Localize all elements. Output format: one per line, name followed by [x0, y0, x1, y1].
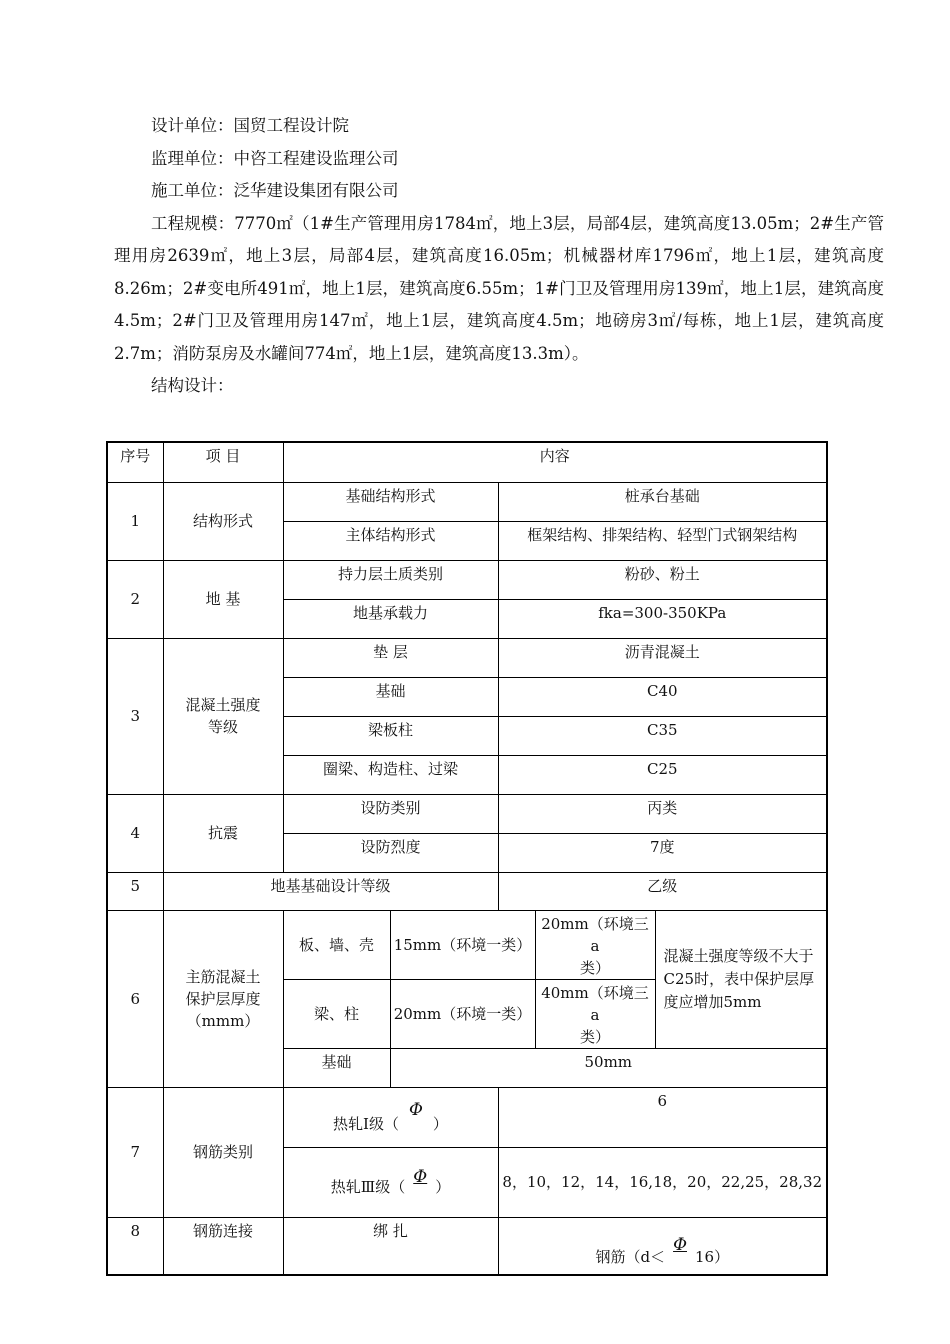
row3-b-label: 基础: [283, 677, 498, 716]
phi-underline-icon: Φ: [673, 1234, 687, 1255]
row4-a-label: 设防类别: [283, 794, 498, 833]
row6-item-line3: （mmm）: [186, 1011, 260, 1030]
structure-design-table: [106, 441, 828, 1276]
row8-value: [498, 1217, 827, 1275]
row8-item: 钢筋连接: [163, 1217, 283, 1275]
row7-b-label-post: ）: [435, 1178, 451, 1196]
row5-no: 5: [107, 872, 163, 910]
table-row: [107, 560, 827, 599]
row4-a-value: 丙类: [498, 794, 827, 833]
row2-a-label: 持力层土质类别: [283, 560, 498, 599]
project-scale: 工程规模：7770㎡（1#生产管理用房1784㎡，地上3层，局部4层，建筑高度13.05m；2#生产管理用房2639㎡，地上3层，局部4层，建筑高度16.05m；机械器材库1796㎡，地上1层，建筑高度8.26m；2#变电所491㎡，地上1层，建筑高度6.55m；1#门卫及管理用房139㎡，地上1层，建筑高度4.5m；2#门卫及管理用房147㎡，地上1层，建筑高度4.5m；地磅房3㎡/每栋，地上1层，建筑高度2.7m；消防泵房及水罐间774㎡，地上1层，建筑高度13.3m）。: [114, 213, 884, 363]
row2-no: 2: [107, 560, 163, 638]
row5-item: 地基基础设计等级: [163, 872, 498, 910]
row7-item: 钢筋类别: [163, 1087, 283, 1217]
header-item: 项 目: [163, 442, 283, 482]
row1-item: 结构形式: [163, 482, 283, 560]
row4-b-label: 设防烈度: [283, 833, 498, 872]
row6-c-label: 基础: [283, 1048, 390, 1087]
row4-no: 4: [107, 794, 163, 872]
row8-value-pre: 钢筋（d＜: [595, 1247, 666, 1266]
row3-item: [163, 638, 283, 794]
row6-a-env3-line2: 类）: [579, 958, 610, 977]
row6-b-env3-line2: 类）: [579, 1027, 610, 1046]
row7-a-label: [283, 1087, 498, 1147]
table-row: [107, 794, 827, 833]
intro-section: [114, 110, 884, 403]
row8-label: 绑 扎: [283, 1217, 498, 1275]
table-row: [107, 1217, 827, 1275]
row5-value: 乙级: [498, 872, 827, 910]
row3-a-value: 沥青混凝土: [498, 638, 827, 677]
row1-a-label: 基础结构形式: [283, 482, 498, 521]
phi-underline-icon: Φ: [413, 1167, 428, 1187]
phi-icon: Φ: [408, 1100, 423, 1120]
row6-b-env3: [535, 979, 655, 1048]
row3-b-value: C40: [498, 677, 827, 716]
table-row: [107, 638, 827, 677]
row1-a-value: 桩承台基础: [498, 482, 827, 521]
table-row: [107, 1087, 827, 1147]
row6-no: 6: [107, 910, 163, 1087]
table-header-row: [107, 442, 827, 482]
row6-c-value: 50mm: [390, 1048, 827, 1087]
row2-item: 地 基: [163, 560, 283, 638]
row2-b-label: 地基承载力: [283, 599, 498, 638]
row6-a-env1: 15mm（环境一类）: [390, 910, 535, 979]
row7-b-label: [283, 1147, 498, 1217]
row3-c-label: 梁板柱: [283, 716, 498, 755]
row4-b-value: 7度: [498, 833, 827, 872]
row6-item-line2: 保护层厚度: [185, 989, 261, 1008]
structure-heading: 结构设计：: [151, 376, 234, 395]
row3-item-line1: 混凝土强度: [185, 696, 261, 714]
construction-unit: 施工单位：泛华建设集团有限公司: [151, 181, 399, 200]
row6-b-env3-line1: 40mm（环境三 a: [541, 983, 649, 1024]
row6-note: 混凝土强度等级不大于C25时，表中保护层厚度应增加5mm: [655, 910, 827, 1048]
table-row: [107, 910, 827, 979]
row2-a-value: 粉砂、粉土: [498, 560, 827, 599]
row6-a-env3: [535, 910, 655, 979]
row7-a-label-pre: 热轧Ⅰ级（: [333, 1115, 399, 1133]
row3-no: 3: [107, 638, 163, 794]
row6-a-env3-line1: 20mm（环境三 a: [541, 914, 649, 955]
row7-no: 7: [107, 1087, 163, 1217]
row4-item: 抗震: [163, 794, 283, 872]
row6-b-env1: 20mm（环境一类）: [390, 979, 535, 1048]
row3-a-label: 垫 层: [283, 638, 498, 677]
table-row: [107, 872, 827, 910]
row7-b-label-pre: 热轧Ⅲ级（: [330, 1178, 406, 1196]
row6-b-label: 梁、柱: [283, 979, 390, 1048]
header-content: 内容: [283, 442, 827, 482]
row6-a-label: 板、墙、壳: [283, 910, 390, 979]
row1-b-label: 主体结构形式: [283, 521, 498, 560]
header-no: 序号: [107, 442, 163, 482]
row6-item: [163, 910, 283, 1087]
row3-item-line2: 等级: [207, 718, 238, 736]
design-unit: 设计单位：国贸工程设计院: [151, 116, 349, 135]
row6-item-line1: 主筋混凝土: [185, 967, 261, 986]
row7-b-value: 8，10，12，14，16,18，20，22,25，28,32: [498, 1147, 827, 1217]
row1-no: 1: [107, 482, 163, 560]
row1-b-value: 框架结构、排架结构、轻型门式钢架结构: [498, 521, 827, 560]
row3-c-value: C35: [498, 716, 827, 755]
row7-a-label-post: ）: [432, 1115, 448, 1133]
row3-d-value: C25: [498, 755, 827, 794]
supervision-unit: 监理单位：中咨工程建设监理公司: [151, 148, 399, 168]
row8-value-post: 16）: [695, 1247, 730, 1266]
row7-a-value: 6: [498, 1087, 827, 1147]
table-row: [107, 482, 827, 521]
row2-b-value: fka=300-350KPa: [498, 599, 827, 638]
row3-d-label: 圈梁、构造柱、过梁: [283, 755, 498, 794]
row8-no: 8: [107, 1217, 163, 1275]
